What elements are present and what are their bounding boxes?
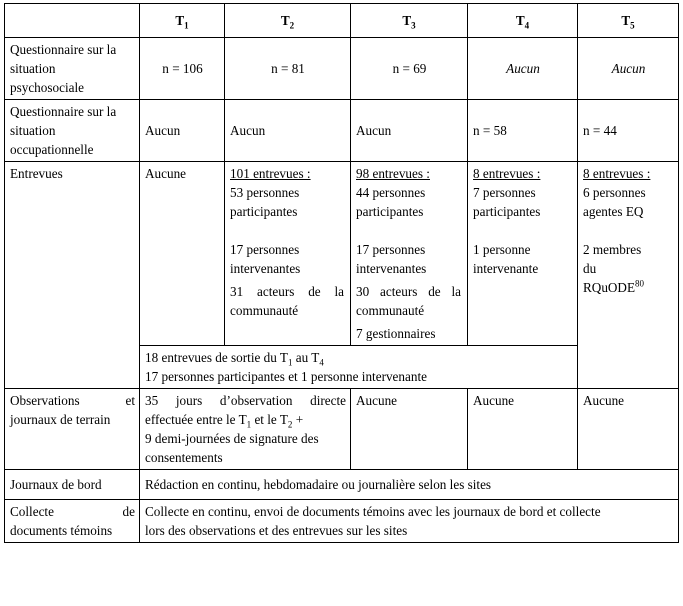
psy-t5: Aucun: [578, 38, 679, 100]
observations-t4: Aucune: [468, 389, 578, 470]
header-row: [5, 4, 679, 38]
header-t4: $T_4$: [468, 4, 578, 38]
row-journaux-bord: [5, 470, 679, 500]
row-label-psychosocial: Questionnaire sur la situation psychosociale: [5, 38, 140, 100]
data-collection-table: [4, 3, 679, 543]
psy-t2: n = 81: [225, 38, 351, 100]
row-occupational: [5, 100, 679, 162]
observations-t3: Aucune: [351, 389, 468, 470]
row-label-occupational: Questionnaire sur la situation occupationnelle: [5, 100, 140, 162]
entrevues-sortie: 18 entrevues de sortie du $T_1$ au $T_4$ 17 personnes participantes et 1 personne intervenante: [140, 346, 578, 389]
occ-t5: n = 44: [578, 100, 679, 162]
header-t1: $T_1$: [140, 4, 225, 38]
observations-t5: Aucune: [578, 389, 679, 470]
row-collecte: [5, 500, 679, 543]
observations-t1-t2: 35 jours d’observation directe effectuée entre le $T_1$ et le $T_2$ + 9 demi-journées de signature des consentements: [140, 389, 351, 470]
header-t2: $T_2$: [225, 4, 351, 38]
entrevues-t5: 8 entrevues : 6 personnes agentes EQ 2 membres du RQuODE$^{80}$: [578, 162, 679, 389]
occ-t1: Aucun: [140, 100, 225, 162]
header-t3: $T_3$: [351, 4, 468, 38]
row-label-observations: Observations et journaux de terrain: [5, 389, 140, 470]
psy-t4: Aucun: [468, 38, 578, 100]
header-t5: $T_5$: [578, 4, 679, 38]
entrevues-t3: 98 entrevues : 44 personnes participantes 17 personnes intervenantes 30 acteurs de la communauté 7 gestionnaires: [351, 162, 468, 346]
entrevues-t2: 101 entrevues : 53 personnes participantes 17 personnes intervenantes 31 acteurs de la communauté: [225, 162, 351, 346]
row-label-collecte: Collecte de documents témoins: [5, 500, 140, 543]
row-label-journaux-bord: Journaux de bord: [5, 470, 140, 500]
journaux-bord-value: Rédaction en continu, hebdomadaire ou journalière selon les sites: [140, 470, 679, 500]
collecte-value: Collecte en continu, envoi de documents témoins avec les journaux de bord et collecte lors des observations et des entrevues sur les sites: [140, 500, 679, 543]
entrevues-t4: 8 entrevues : 7 personnes participantes 1 personne intervenante: [468, 162, 578, 346]
psy-t3: n = 69: [351, 38, 468, 100]
occ-t2: Aucun: [225, 100, 351, 162]
row-label-entrevues: Entrevues: [5, 162, 140, 389]
occ-t4: n = 58: [468, 100, 578, 162]
psy-t1: n = 106: [140, 38, 225, 100]
header-empty-cell: [5, 4, 140, 38]
row-psychosocial: [5, 38, 679, 100]
row-observations: [5, 389, 679, 470]
occ-t3: Aucun: [351, 100, 468, 162]
row-entrevues: [5, 162, 679, 346]
entrevues-t1: Aucune: [140, 162, 225, 346]
